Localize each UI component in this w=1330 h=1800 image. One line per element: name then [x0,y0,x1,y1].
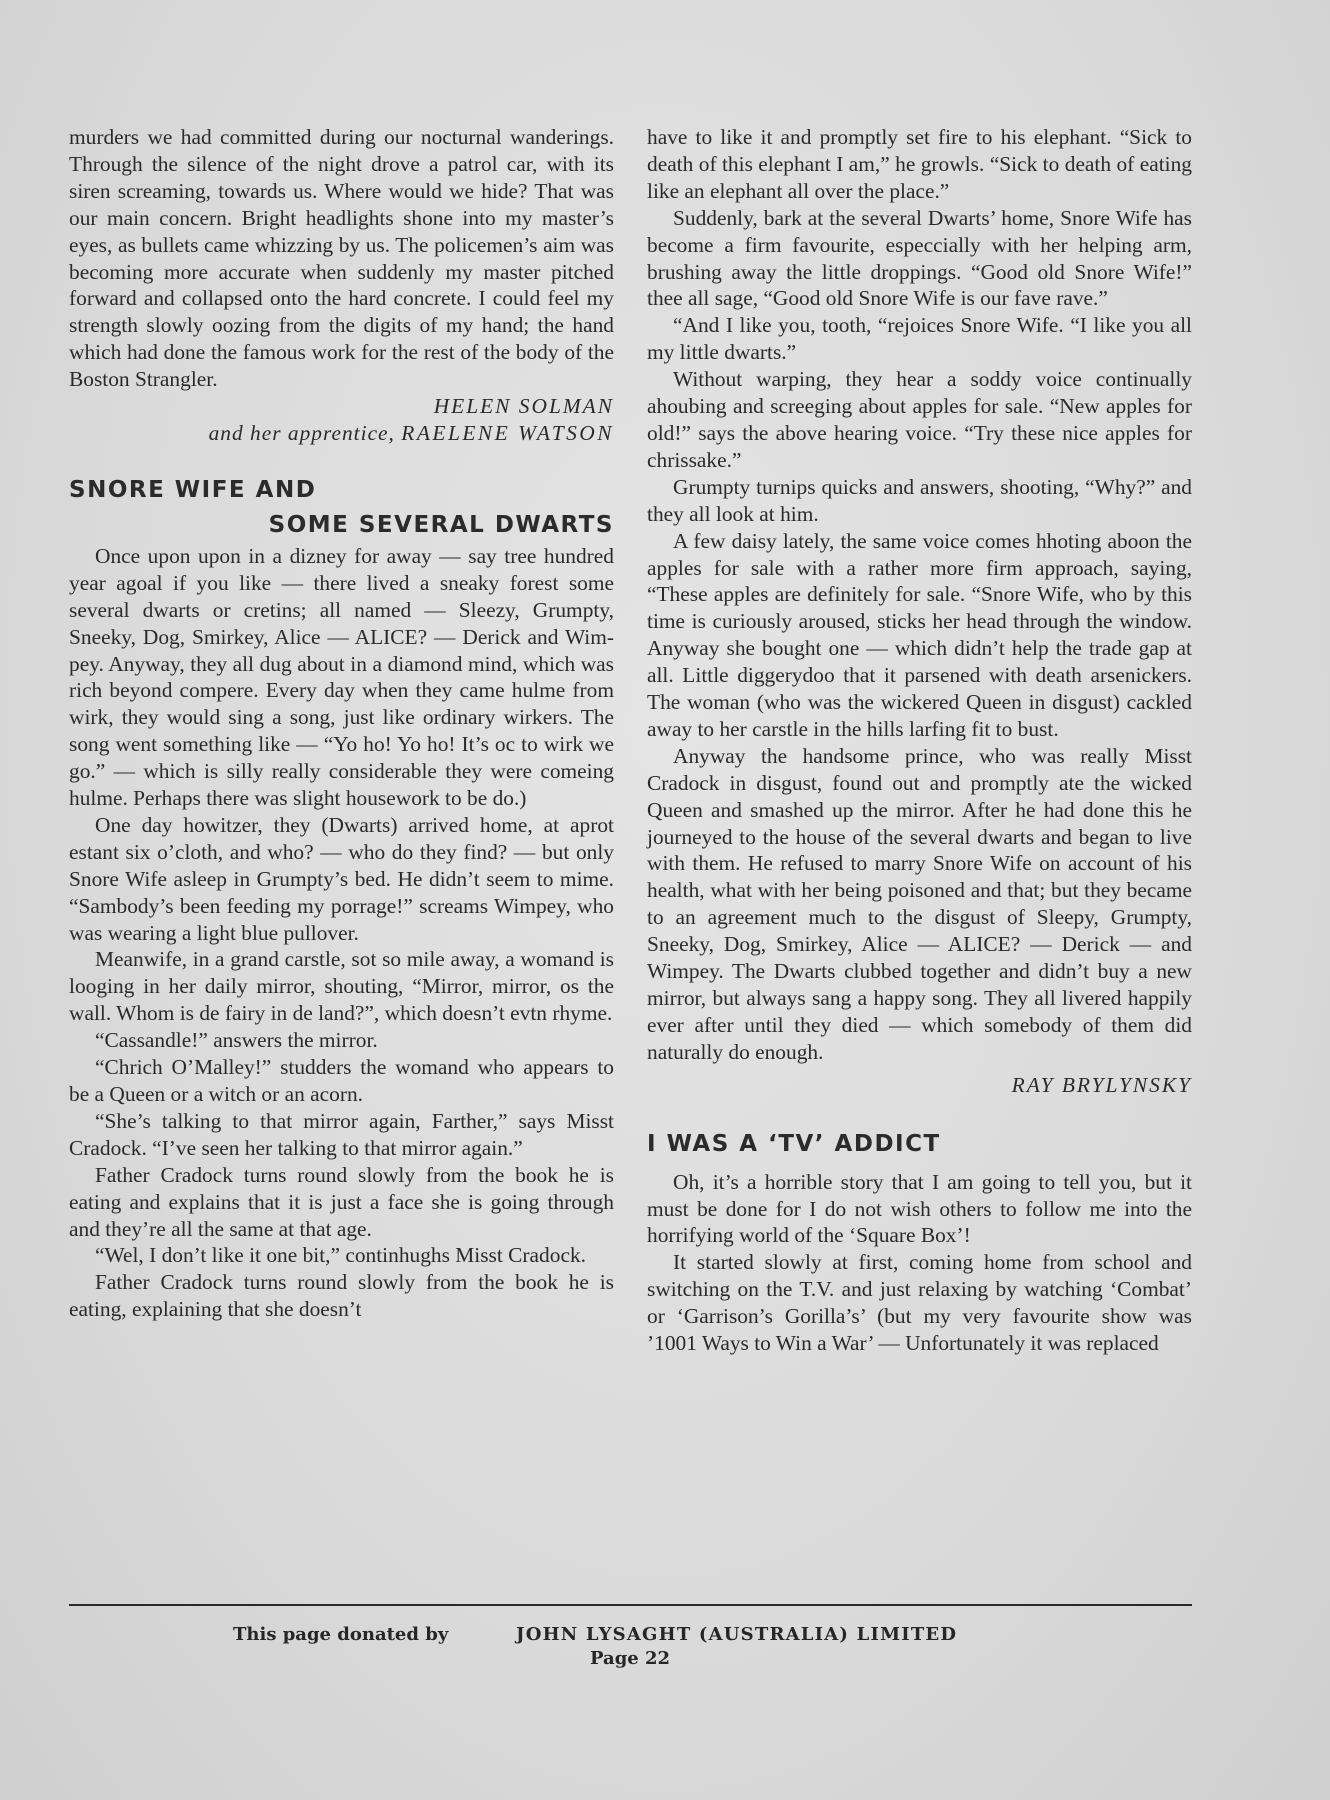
byline-prefix: and her apprentice, [208,420,402,445]
story-paragraph: Anyway the handsome prince, who was really Misst Cradock in disgust, found out and promptly ate the wicked Queen and smashed up the mirror. After he had done this he journeyed to the house of the several dwarts and began to live with them. He refused to marry Snore Wife on account of his health, what with her being poisoned and that; but they became to an agreement much to the disgust of Sleepy, Grumpty, Sneeky, Dog, Smirkey, Alice — ALICE? — Derick — and Wimpey. The Dwarts clubbed together and didn’t buy a new mirror, but always sang a happy song. They all livered happily ever after until they died — which somebody of them did naturally do enough. [647,743,1192,1064]
story-title-line1: SNORE WIFE AND [69,476,317,503]
footer-rule [69,1604,1192,1606]
story-paragraph: One day howitzer, they (Dwarts) arrived home, at aprot estant six o’cloth, and who? — who do they find? — but only Snore Wife asleep in Grumpty’s bed. He didn’t seem to mime. “Sambody’s been feeding my porrage!” screams Wimpey, who was wearing a light blue pullover. [69,812,614,945]
byline-apprentice [69,420,614,447]
story-paragraph: Without warping, they hear a soddy voice continually ahoubing and screeging about apples for sale. “New apples for old!” says the above hearing voice. “Try these nice apples for chrissake.” [647,367,1192,472]
story-paragraph: Once upon upon in a dizney for away — say tree hundred year agoal if you like — there lived a sneaky forest some several dwarts or cretins; all named — Sleezy, Grumpty, Sneeky, Dog, Smirkey, Alice — ALICE? — Derick and Wimpey. Anyway, they all dug about in a diamond mind, which was rich beyond compere. Every day when they came hulme from wirk, they would sing a song, just like ordinary wirkers. The song went something like — “Yo ho! Yo ho! It’s oc to wirk we go.” — which is silly really considerable they were comeing hulme. Perhaps there was slight housework to be do.) [69,543,614,811]
story-title-snore-wife [69,473,614,543]
story-paragraph: “Cassandle!” answers the mirror. [95,1028,378,1053]
sponsor-company: JOHN LYSAGHT (AUSTRALIA) LIMITED [516,1624,958,1645]
left-column [69,124,614,1323]
byline-author: HELEN SOLMAN [433,394,614,419]
byline-apprentice-name: RAELENE WATSON [401,420,614,445]
story-paragraph: Suddenly, bark at the several Dwarts’ home, Snore Wife has become a firm favourite, especcially with her helping arm, brushing away the little droppings. “Good old Snore Wife!” thee all sage, “Good old Snore Wife is our fave rave.” [647,205,1192,311]
story-title-line2: SOME SEVERAL DWARTS [268,511,614,538]
continued-paragraph: murders we had committed during our nocturnal wanderings. Through the silence of the night drove a patrol car, with its siren screaming, towards us. Where would we hide? That was our main concern. Bright headlights shone into my master’s eyes, as bullets came whizzing by us. The policemen’s aim was becoming more accurate when suddenly my master pitched forward and collapsed onto the hard concrete. I could feel my strength slowly oozing from the digits of my hand; the hand which had done the famous work for the rest of the body of the Boston Strangler. [69,125,614,392]
story-paragraph: A few daisy lately, the same voice comes hhoting aboon the apples for sale with a rather more firm approach, saying, “These apples are definitely for sale. “Snore Wife, who by this time is curiously aroused, sticks her head through the window. Anyway she bought one — which didn’t help the trade gap at all. Little diggerydoo that it parsened with death arsenickers. The woman (who was the wickered Queen in disgust) cackled away to her carstle in the hills larfing fit to bust. [647,528,1192,741]
byline-ray-brylynsky: RAY BRYLYNSKY [1011,1072,1192,1097]
continued-paragraph: have to like it and promptly set fire to his elephant. “Sick to death of this elephant I am,” he growls. “Sick to death of eating like an elephant all over the place.” [647,125,1192,203]
donated-label: This page donated by [233,1624,449,1645]
story-paragraph: “Wel, I don’t like it one bit,” continhughs Misst Cradock. [95,1243,586,1268]
story-title-tv-addict: I WAS A ‘TV’ ADDICT [647,1130,941,1157]
story-paragraph: “Chrich O’Malley!” studders the womand who appears to be a Queen or a witch or an acorn. [69,1055,614,1106]
story-paragraph: Father Cradock turns round slowly from the book he is eating and explains that it is just a face she is going through and they’re all the same at that age. [69,1162,614,1241]
story-paragraph: Meanwife, in a grand carstle, sot so mile away, a womand is looging in her daily mirror, shouting, “Mirror, mirror, os the wall. Whom is de fairy in de land?”, which doesn’t evtn rhyme. [69,947,614,1026]
story-paragraph: “And I like you, tooth, “rejoices Snore Wife. “I like you all my little dwarts.” [647,313,1192,365]
story-paragraph: Father Cradock turns round slowly from the book he is eating, explaining that she doesn’t [69,1270,614,1322]
story-paragraph: It started slowly at first, coming home from school and switching on the T.V. and just relaxing by watching ‘Combat’ or ‘Garrison’s Gorilla’s’ (but my very favourite show was ’1001 Ways to Win a War’ — Unfortunately it was replaced [647,1250,1192,1356]
story-paragraph: “She’s talking to that mirror again, Farther,” says Misst Cradock. “I’ve seen her talking to that mirror again.” [69,1108,614,1160]
page-number: Page 22 [590,1648,671,1669]
story-paragraph: Oh, it’s a horrible story that I am going to tell you, but it must be done for I do not wish others to follow me into the horrifying world of the ‘Square Box’! [647,1169,1192,1248]
story-paragraph: Grumpty turnips quicks and answers, shooting, “Why?” and they all look at him. [647,474,1192,526]
right-column [647,124,1192,1357]
